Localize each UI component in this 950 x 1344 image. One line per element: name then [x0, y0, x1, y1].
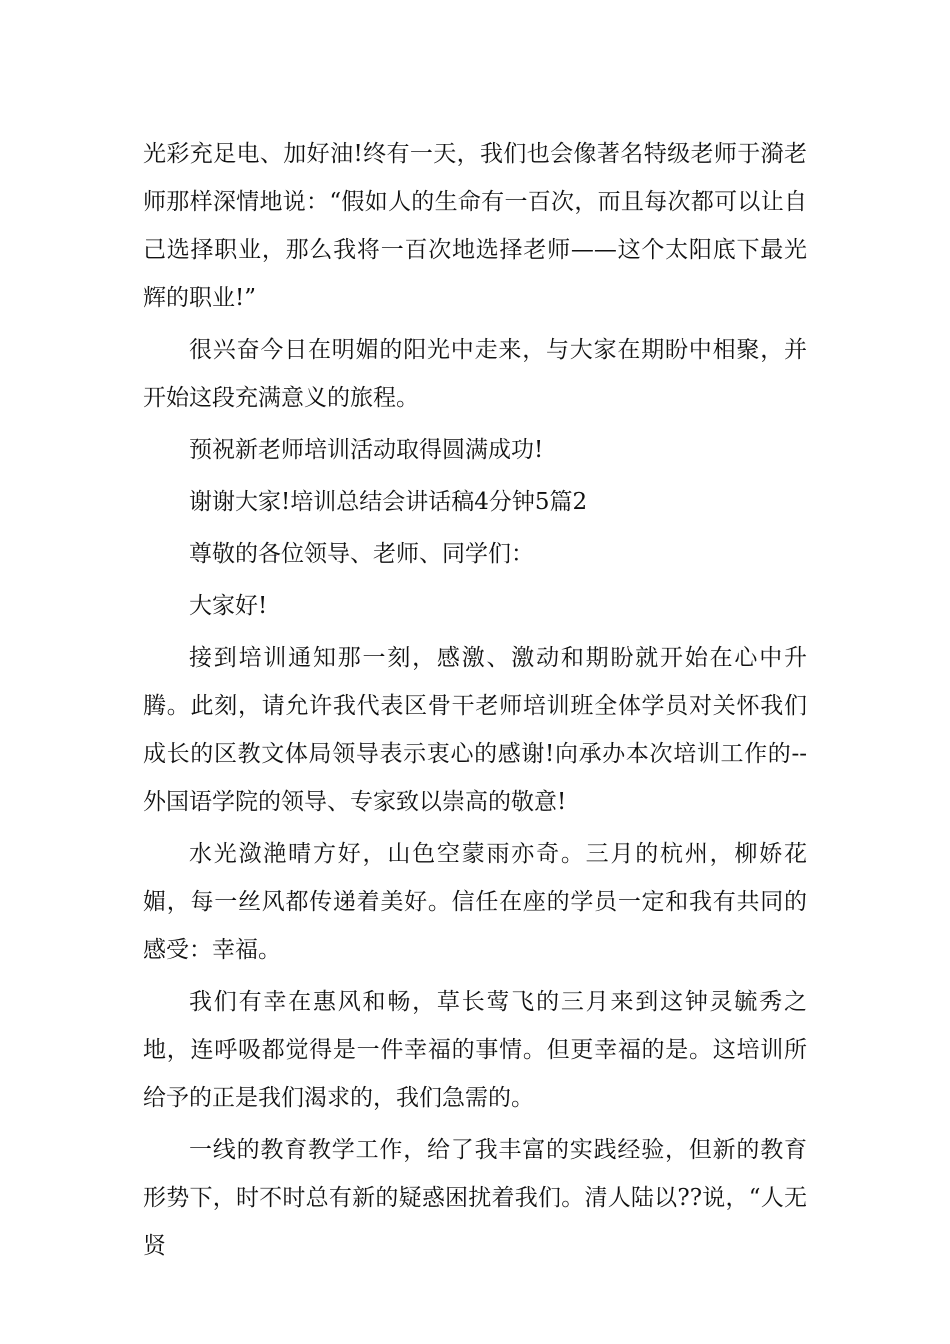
paragraph-continuation: 光彩充足电、加好油!终有一天，我们也会像著名特级老师于漪老师那样深情地说：“假如人的生命有一百次，而且每次都可以让自己选择职业，那么我将一百次地选择老师——这个太阳底下最光辉的职业!” [143, 141, 807, 311]
greeting: 大家好! [189, 593, 268, 619]
salutation: 尊敬的各位领导、老师、同学们： [189, 541, 534, 567]
paragraph: 很兴奋今日在明媚的阳光中走来，与大家在期盼中相聚，并开始这段充满意义的旅程。 [143, 337, 807, 411]
paragraph: 预祝新老师培训活动取得圆满成功! [189, 437, 544, 463]
section-heading: 谢谢大家!培训总结会讲话稿4分钟5篇2 [189, 489, 588, 515]
paragraph: 我们有幸在惠风和畅，草长莺飞的三月来到这钟灵毓秀之地，连呼吸都觉得是一件幸福的事情。但更幸福的是。这培训所给予的正是我们渴求的，我们急需的。 [143, 989, 807, 1111]
paragraph: 水光潋滟晴方好，山色空蒙雨亦奇。三月的杭州，柳娇花媚，每一丝风都传递着美好。信任在座的学员一定和我有共同的感受：幸福。 [143, 841, 807, 963]
paragraph: 接到培训通知那一刻，感激、激动和期盼就开始在心中升腾。此刻，请允许我代表区骨干老师培训班全体学员对关怀我们成长的区教文体局领导表示衷心的感谢!向承办本次培训工作的--外国语学院的领导、专家致以崇高的敬意! [143, 645, 807, 815]
paragraph: 一线的教育教学工作，给了我丰富的实践经验，但新的教育形势下，时不时总有新的疑惑困扰着我们。清人陆以??说，“人无贤 [143, 1137, 807, 1259]
document-body [143, 130, 807, 1274]
